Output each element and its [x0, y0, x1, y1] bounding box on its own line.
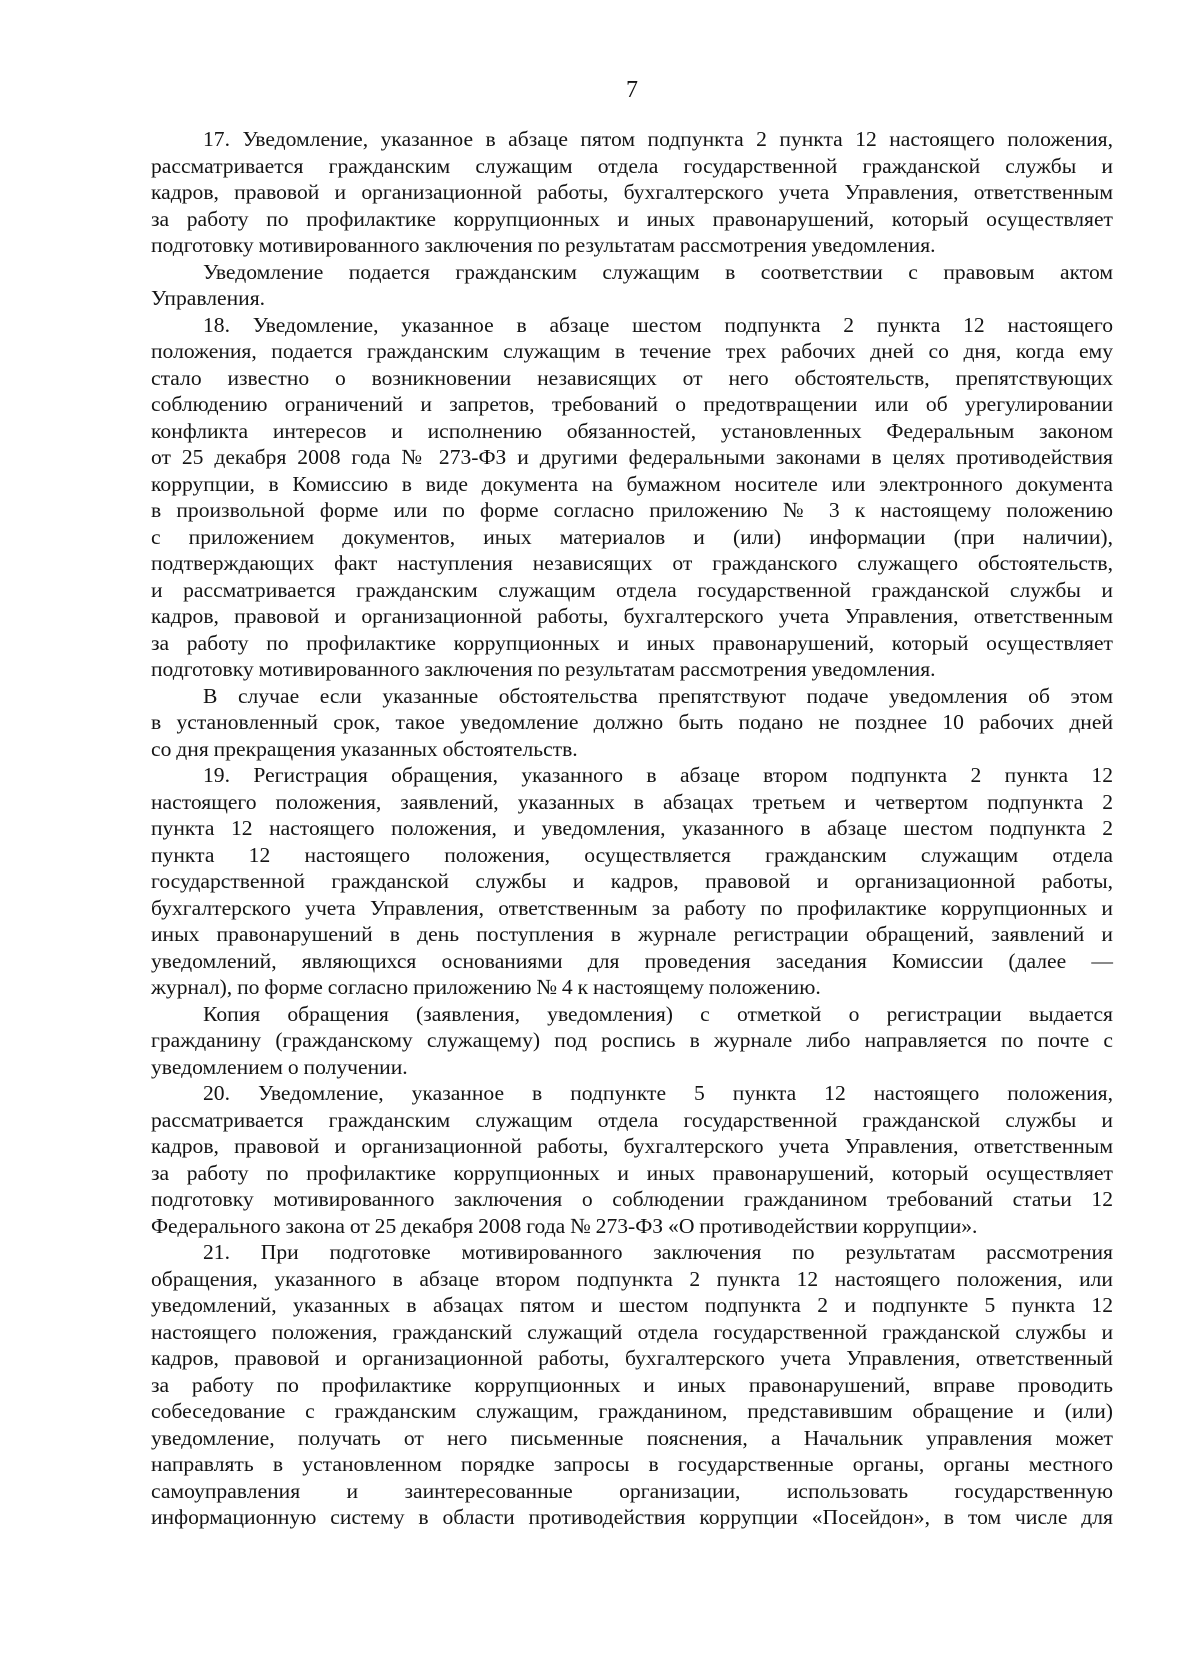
- text-line: Управления.: [151, 286, 266, 310]
- text-line: подготовку мотивированного заключения о соблюдении гражданином требований статьи 12: [151, 1187, 1113, 1211]
- text-line: настоящего положения, заявлений, указанных в абзацах третьем и четвертом подпункта 2: [151, 789, 1113, 814]
- text-line: в произвольной форме или по форме согласно приложению № 3 к настоящему положению: [151, 498, 1113, 522]
- text-line: государственной гражданской службы и кадров, правовой и организационной работы,: [151, 869, 1113, 893]
- text-line: направлять в установленном порядке запросы в государственные органы, органы местного: [151, 1452, 1113, 1476]
- text-line: уведомлений, являющихся основаниями для проведения заседания Комиссии (далее —: [151, 948, 1113, 973]
- text-line: положения, подается гражданским служащим в течение трех рабочих дней со дня, когда ему: [151, 339, 1113, 363]
- text-line: Копия обращения (заявления, уведомления) с отметкой о регистрации выдается: [203, 1001, 1113, 1026]
- document-body: [151, 126, 1113, 1531]
- text-line: Уведомление подается гражданским служащим в соответствии с правовым актом: [203, 259, 1113, 284]
- text-line: уведомлений, указанных в абзацах пятом и шестом подпункта 2 и подпункте 5 пункта 12: [151, 1293, 1113, 1317]
- text-line: пункта 12 настоящего положения, осуществляется гражданским служащим отдела: [151, 842, 1113, 867]
- text-line: настоящего положения, гражданский служащий отдела государственной гражданской службы и: [151, 1319, 1113, 1344]
- text-line: 18. Уведомление, указанное в абзаце шестом подпункта 2 пункта 12 настоящего: [203, 312, 1113, 337]
- text-line: за работу по профилактике коррупционных и иных правонарушений, который осуществляет: [151, 1160, 1113, 1185]
- text-line: за работу по профилактике коррупционных и иных правонарушений, вправе проводить: [151, 1372, 1113, 1397]
- text-line: кадров, правовой и организационной работы, бухгалтерского учета Управления, ответственный: [151, 1346, 1113, 1370]
- text-line: подготовку мотивированного заключения по результатам рассмотрения уведомления.: [151, 657, 936, 681]
- text-line: 21. При подготовке мотивированного заключения по результатам рассмотрения: [203, 1240, 1113, 1264]
- page-number: 7: [626, 77, 638, 103]
- text-line: иных правонарушений в день поступления в журнале регистрации обращений, заявлений и: [151, 922, 1113, 946]
- text-line: собеседование с гражданским служащим, гражданином, представившим обращение и (или): [151, 1399, 1113, 1423]
- text-line: пункта 12 настоящего положения, и уведомления, указанного в абзаце шестом подпункта 2: [151, 816, 1113, 840]
- text-line: со дня прекращения указанных обстоятельств.: [151, 736, 578, 761]
- text-line: от 25 декабря 2008 года № 273-ФЗ и другими федеральными законами в целях противодействия: [151, 445, 1113, 469]
- text-line: в установленный срок, такое уведомление должно быть подано не позднее 10 рабочих дней: [151, 710, 1113, 734]
- text-line: с приложением документов, иных материалов и (или) информации (при наличии),: [151, 524, 1113, 549]
- text-line: рассматривается гражданским служащим отдела государственной гражданской службы и: [151, 1107, 1113, 1132]
- text-line: конфликта интересов и исполнению обязанностей, установленных Федеральным законом: [151, 418, 1113, 443]
- text-line: подтверждающих факт наступления независящих от гражданского служащего обстоятельств,: [151, 551, 1113, 575]
- text-line: стало известно о возникновении независящих от него обстоятельств, препятствующих: [151, 365, 1113, 390]
- text-line: коррупции, в Комиссию в виде документа на бумажном носителе или электронного документа: [151, 471, 1113, 496]
- text-line: за работу по профилактике коррупционных и иных правонарушений, который осуществляет: [151, 630, 1113, 655]
- text-line: Федерального закона от 25 декабря 2008 года № 273-ФЗ «О противодействии коррупции».: [151, 1213, 978, 1238]
- text-line: 20. Уведомление, указанное в подпункте 5 пункта 12 настоящего положения,: [203, 1081, 1113, 1105]
- paragraph: [151, 1239, 1113, 1531]
- paragraph: [151, 683, 1113, 763]
- text-line: самоуправления и заинтересованные организации, использовать государственную: [151, 1478, 1113, 1503]
- text-line: бухгалтерского учета Управления, ответственным за работу по профилактике коррупционных и: [151, 895, 1113, 920]
- text-line: и рассматривается гражданским служащим отдела государственной гражданской службы и: [151, 577, 1113, 602]
- text-line: за работу по профилактике коррупционных и иных правонарушений, который осуществляет: [151, 206, 1113, 231]
- text-line: кадров, правовой и организационной работы, бухгалтерского учета Управления, ответственным: [151, 604, 1113, 628]
- text-line: журнал), по форме согласно приложению № 4 к настоящему положению.: [151, 975, 821, 999]
- text-line: 17. Уведомление, указанное в абзаце пятом подпункта 2 пункта 12 настоящего положения,: [203, 127, 1113, 151]
- paragraph: [151, 1001, 1113, 1081]
- paragraph: [151, 259, 1113, 312]
- text-line: уведомление, получать от него письменные пояснения, а Начальник управления может: [151, 1425, 1113, 1450]
- text-line: В случае если указанные обстоятельства препятствуют подаче уведомления об этом: [203, 683, 1113, 708]
- text-line: рассматривается гражданским служащим отдела государственной гражданской службы и: [151, 153, 1113, 178]
- text-line: обращения, указанного в абзаце втором подпункта 2 пункта 12 настоящего положения, или: [151, 1266, 1113, 1291]
- paragraph: [151, 312, 1113, 683]
- paragraph: [151, 1080, 1113, 1239]
- text-line: соблюдению ограничений и запретов, требований о предотвращении или об урегулировании: [151, 392, 1113, 416]
- paragraph: [151, 126, 1113, 259]
- paragraph: [151, 762, 1113, 1001]
- text-line: 19. Регистрация обращения, указанного в абзаце втором подпункта 2 пункта 12: [203, 763, 1113, 787]
- text-line: кадров, правовой и организационной работы, бухгалтерского учета Управления, ответственным: [151, 1134, 1113, 1158]
- text-line: информационную систему в области противодействия коррупции «Посейдон», в том числе для: [151, 1505, 1113, 1529]
- text-line: гражданину (гражданскому служащему) под роспись в журнале либо направляется по почте с: [151, 1028, 1113, 1052]
- text-line: подготовку мотивированного заключения по результатам рассмотрения уведомления.: [151, 233, 936, 257]
- text-line: уведомлением о получении.: [151, 1054, 408, 1079]
- text-line: кадров, правовой и организационной работы, бухгалтерского учета Управления, ответственным: [151, 180, 1113, 204]
